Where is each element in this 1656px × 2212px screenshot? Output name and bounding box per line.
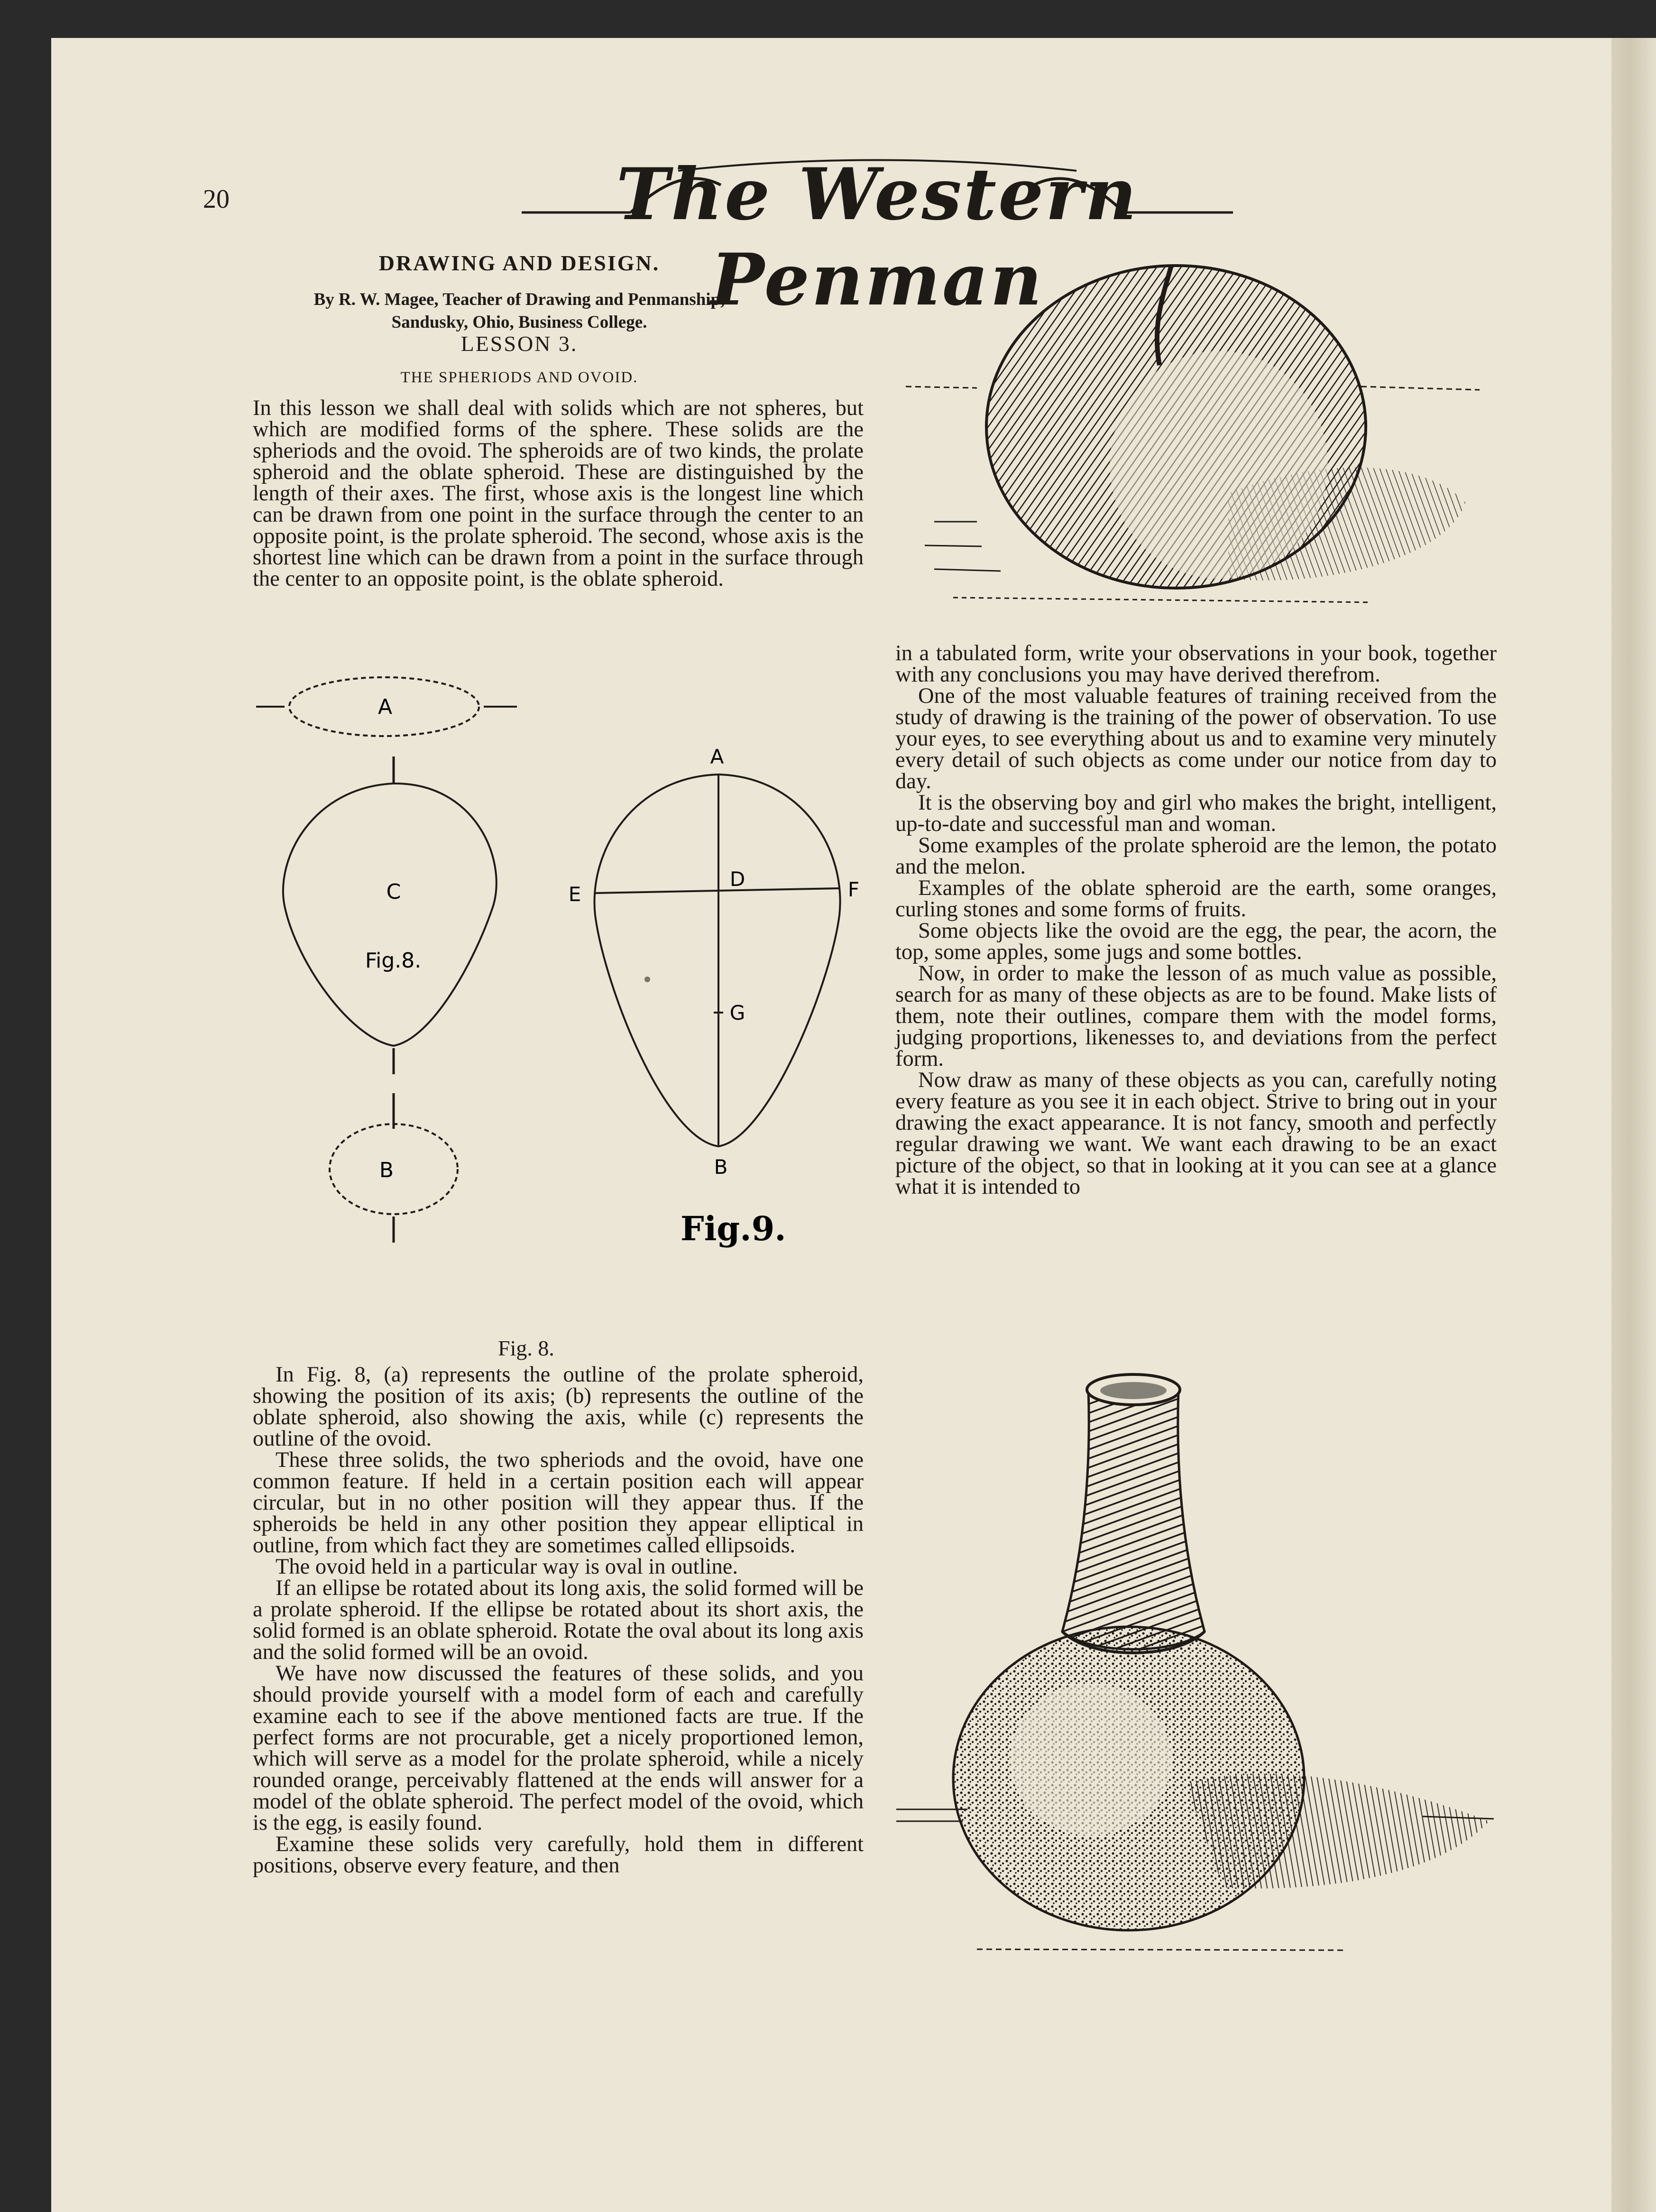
right-column-body [895, 643, 1497, 1198]
fig9-label: Fig.9. [681, 1209, 786, 1248]
page-number: 20 [203, 184, 230, 214]
fig8-label-c: C [386, 880, 401, 904]
fig9-ovoid-outline [595, 774, 840, 1146]
paragraph: These three solids, the two spheriods and the ovoid, have one common feature. If held in a certain position each will appear circular, but in no other position will they appear thus. If the spheroids be held in any other position they appear elliptical in outline, from which fact they are sometimes called ellipsoids. [253, 1448, 864, 1558]
paragraph: Some examples of the prolate spheroid are the lemon, the potato and the melon. [895, 833, 1497, 879]
fig9-short-axis [595, 888, 839, 893]
paragraph: Now, in order to make the lesson of as much value as possible, search for as many of these objects as are to be found. Make lists of them, note their outlines, compare them with the model forms, judging proportions, likenesses to, and deviations from the perfect form. [895, 961, 1497, 1071]
fig8-label: Fig.8. [365, 949, 422, 973]
left-column-intro [253, 397, 864, 590]
paragraph: It is the observing boy and girl who makes the bright, intelligent, up-to-date and successful man and woman. [895, 791, 1497, 836]
fig8-ovoid-outline [283, 783, 497, 1046]
fig8-label-b: B [379, 1158, 394, 1182]
paragraph: in a tabulated form, write your observations in your book, together with any conclusions you may have derived therefrom. [895, 641, 1497, 687]
byline-line-1: By R. W. Magee, Teacher of Drawing and Penmanship, [313, 290, 725, 309]
article-title: DRAWING AND DESIGN. [378, 251, 660, 275]
byline-line-2: Sandusky, Ohio, Business College. [391, 313, 647, 332]
paragraph: One of the most valuable features of training received from the study of drawing is the training of the power of observation. To use your eyes, to see everything about us and to examine very minutely every detail of such objects as come under our notice from day to day. [895, 684, 1497, 793]
bottle-illustration [892, 1366, 1503, 1973]
orange-illustration [896, 256, 1499, 626]
paragraph: If an ellipse be rotated about its long axis, the solid formed will be a prolate spheroid. If the ellipse be rotated about its short axis, the solid formed is an oblate spheroid. Rotate the oval about its long axis and the solid formed will be an ovoid. [253, 1576, 864, 1664]
byline [247, 288, 792, 334]
page-edge [1611, 38, 1656, 2212]
fig8-label-a: A [377, 695, 393, 719]
fig9-diagram [550, 740, 877, 1271]
fig9-label-d: D [729, 867, 745, 891]
masthead-title: The Western Penman [616, 153, 1139, 322]
fig8-diagram [251, 659, 583, 1342]
masthead [522, 152, 1233, 322]
figure-caption: Fig. 8. [498, 1336, 554, 1360]
paragraph: Some objects like the ovoid are the egg, the pear, the acorn, the top, some apples, some jugs and some bottles. [895, 919, 1497, 964]
paragraph: We have now discussed the features of these solids, and you should provide yourself with a model form of each and carefully examine each to see if the above mentioned facts are true. If the perfect forms are not procurable, get a nicely proportioned lemon, which will serve as a model for the prolate spheroid, while a nicely rounded orange, perceivably flattened at the ends will answer for a model of the oblate spheroid. The perfect model of the ovoid, which is the egg, is easily found. [253, 1661, 864, 1835]
lesson-heading: LESSON 3. [460, 332, 578, 356]
paragraph: Examine these solids very carefully, hold them in different positions, observe every feature, and then [253, 1832, 864, 1878]
lesson-subtitle: THE SPHERIODS AND OVOID. [400, 369, 638, 386]
fig9-label-e: E [568, 883, 581, 906]
fig9-label-f: F [847, 878, 860, 901]
fig9-label-a: A [710, 745, 724, 768]
left-column-body [253, 1364, 864, 1876]
paragraph: In this lesson we shall deal with solids which are not spheres, but which are modified forms of the sphere. These solids are the spheriods and the ovoid. The spheroids are of two kinds, the prolate spheroid and the oblate spheroid. These are distinguished by the length of their axes. The first, whose axis is the longest line which can be drawn from one point in the surface through the center to an opposite point, is the prolate spheroid. The second, whose axis is the shortest line which can be drawn from a point in the surface through the center to an opposite point, is the oblate spheroid. [253, 396, 864, 591]
paragraph: Examples of the oblate spheroid are the earth, some oranges, curling stones and some forms of fruits. [895, 876, 1497, 922]
paragraph: The ovoid held in a particular way is oval in outline. [276, 1555, 738, 1579]
paragraph: Now draw as many of these objects as you can, carefully noting every feature as you see it in each object. Strive to bring out in your drawing the exact appearance. It is not fancy, smooth and perfectly regular drawing we want. We want each drawing to be an exact picture of the object, so that in looking at it you can see at a glance what it is intended to [895, 1068, 1497, 1199]
fig9-label-g: G [729, 1001, 745, 1024]
fig9-speck [644, 977, 650, 982]
paragraph: In Fig. 8, (a) represents the outline of the prolate spheroid, showing the position of its axis; (b) represents the outline of the oblate spheroid, also showing the axis, while (c) represents the outline of the ovoid. [253, 1363, 864, 1451]
fig9-label-b: B [714, 1155, 728, 1179]
